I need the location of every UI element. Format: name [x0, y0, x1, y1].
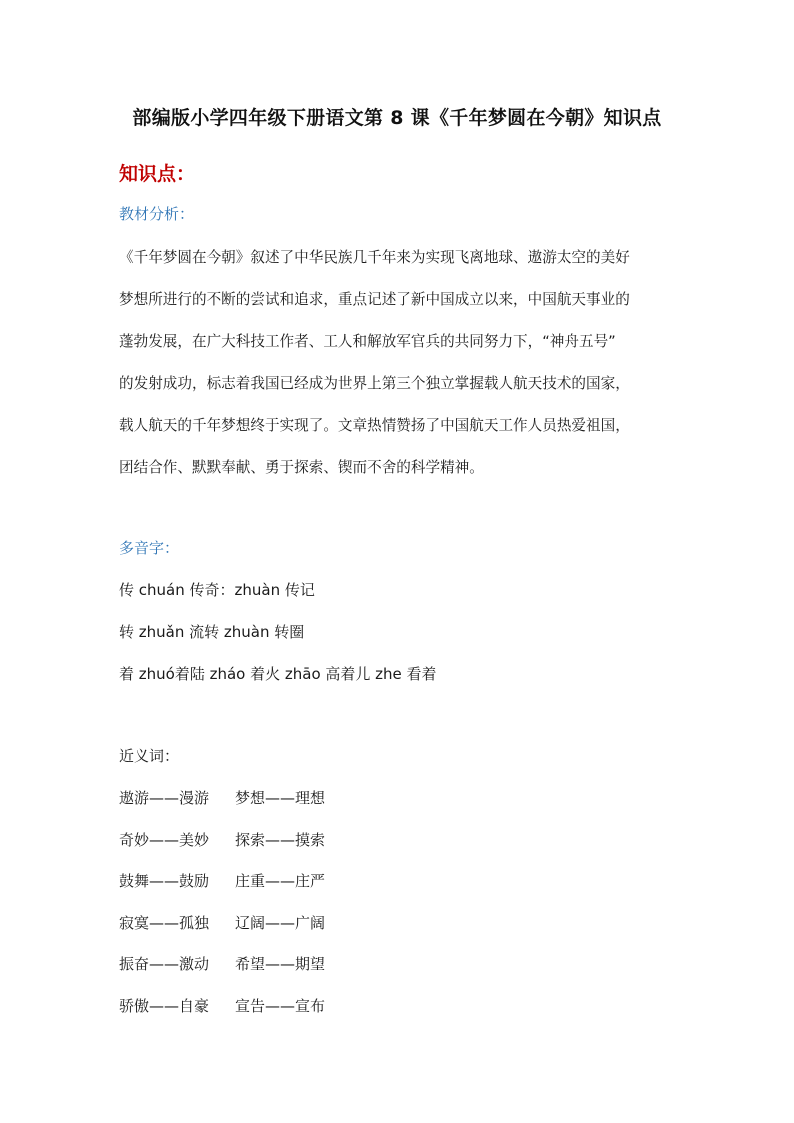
- subheading-textbook-analysis: 教材分析：: [119, 205, 195, 223]
- polyphone-list: [119, 576, 437, 702]
- synonym-pair: 骄傲——自豪: [119, 996, 210, 1015]
- synonym-row: [119, 826, 325, 868]
- synonym-pair: 梦想——理想: [235, 789, 326, 807]
- synonym-pair: 探索——摸索: [235, 830, 326, 849]
- paragraph-line: 载人航天的千年梦想终于实现了。文章热情赞扬了中国航天工作人员热爱祖国，: [119, 417, 630, 434]
- synonym-pair: 奇妙——美妙: [119, 830, 210, 849]
- polyphone-item: 传 chuán 传奇：zhuàn 传记: [119, 581, 315, 599]
- synonym-pair: 辽阔——广阔: [235, 913, 326, 932]
- paragraph-line: 团结合作、默默奉献、勇于探索、锲而不舍的科学精神。: [119, 459, 484, 476]
- paragraph-line: 《千年梦圆在今朝》叙述了中华民族几千年来为实现飞离地球、遨游太空的美好: [119, 249, 630, 266]
- synonym-pair: 鼓舞——鼓励: [119, 872, 210, 891]
- synonym-pair: 寂寞——孤独: [119, 913, 210, 932]
- page-title: 部编版小学四年级下册语文第 8 课《千年梦圆在今朝》知识点: [132, 107, 662, 129]
- polyphone-item: 着 zhuó着陆 zháo 着火 zhāo 高着儿 zhe 看着: [119, 665, 437, 683]
- section-heading-knowledge-points: 知识点：: [119, 163, 196, 185]
- synonym-row: [119, 992, 325, 1034]
- synonym-pair: 希望——期望: [235, 955, 326, 974]
- synonym-list: [119, 784, 325, 1034]
- synonym-pair: 遨游——漫游: [119, 789, 210, 807]
- synonym-pair: 宣告——宣布: [235, 996, 326, 1015]
- synonym-row: [119, 909, 325, 951]
- paragraph-line: 的发射成功，标志着我国已经成为世界上第三个独立掌握载人航天技术的国家，: [119, 375, 630, 392]
- polyphone-item: 转 zhuǎn 流转 zhuàn 转圈: [119, 623, 305, 641]
- synonym-row: [119, 784, 325, 826]
- synonym-row: [119, 867, 325, 909]
- paragraph-line: 蓬勃发展，在广大科技工作者、工人和解放军官兵的共同努力下，“神舟五号”: [119, 333, 616, 350]
- synonym-pair: 庄重——庄严: [235, 872, 326, 891]
- synonym-row: [119, 950, 325, 992]
- subheading-polyphones: 多音字：: [119, 539, 180, 557]
- synonym-pair: 振奋——激动: [119, 955, 210, 974]
- subheading-synonyms: 近义词：: [119, 747, 180, 765]
- textbook-analysis-paragraph: [119, 244, 679, 496]
- paragraph-line: 梦想所进行的不断的尝试和追求，重点记述了新中国成立以来，中国航天事业的: [119, 291, 630, 308]
